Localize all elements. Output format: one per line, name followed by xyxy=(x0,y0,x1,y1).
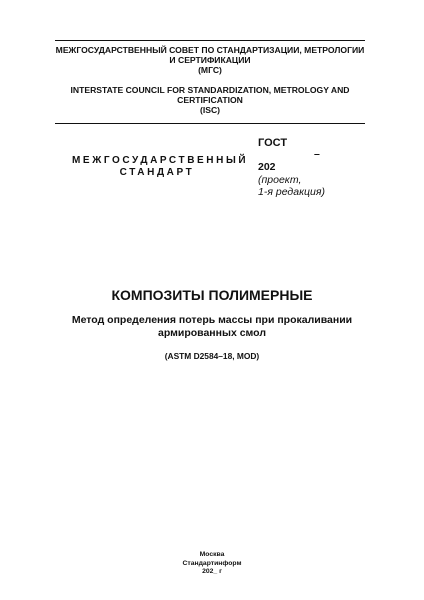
draft-note-line: 1-я редакция) xyxy=(258,186,325,198)
middle-rule xyxy=(55,123,365,124)
gost-dash: – xyxy=(314,147,320,160)
gost-year: 202 xyxy=(258,161,276,173)
draft-note-line: (проект, xyxy=(258,173,302,186)
subtitle-line: Метод определения потерь массы при прокаливании xyxy=(71,314,353,326)
council-en-line: CERTIFICATION xyxy=(177,95,243,106)
document-subtitle xyxy=(40,314,384,340)
publisher-footer xyxy=(112,551,312,577)
council-en-line: INTERSTATE COUNCIL FOR STANDARDIZATION, METROLOGY AND xyxy=(70,85,350,95)
standard-reference: (ASTM D2584–18, MOD) xyxy=(164,351,260,361)
council-ru-line: И СЕРТИФИКАЦИИ xyxy=(169,55,251,66)
subtitle-line: армированных смол xyxy=(157,327,267,339)
gost-label: ГОСТ xyxy=(258,137,288,149)
council-ru-line: МЕЖГОСУДАРСТВЕННЫЙ СОВЕТ ПО СТАНДАРТИЗАЦИИ, МЕТРОЛОГИИ xyxy=(55,45,365,55)
document-title: КОМПОЗИТЫ ПОЛИМЕРНЫЕ xyxy=(111,287,313,303)
standard-type-line: МЕЖГОСУДАРСТВЕННЫЙ xyxy=(72,155,249,166)
council-name-ru xyxy=(55,45,365,76)
council-name-en xyxy=(55,85,365,116)
standard-type-label xyxy=(72,155,249,179)
footer-publisher: Стандартинформ xyxy=(182,559,242,567)
top-rule xyxy=(55,40,365,41)
council-ru-line: (МГС) xyxy=(198,65,222,76)
footer-city: Москва xyxy=(199,551,225,558)
gost-designation xyxy=(258,137,368,199)
standard-type-line: СТАНДАРТ xyxy=(119,167,195,178)
footer-year: 202_ г xyxy=(202,568,222,576)
council-en-line: (ISC) xyxy=(199,105,221,116)
